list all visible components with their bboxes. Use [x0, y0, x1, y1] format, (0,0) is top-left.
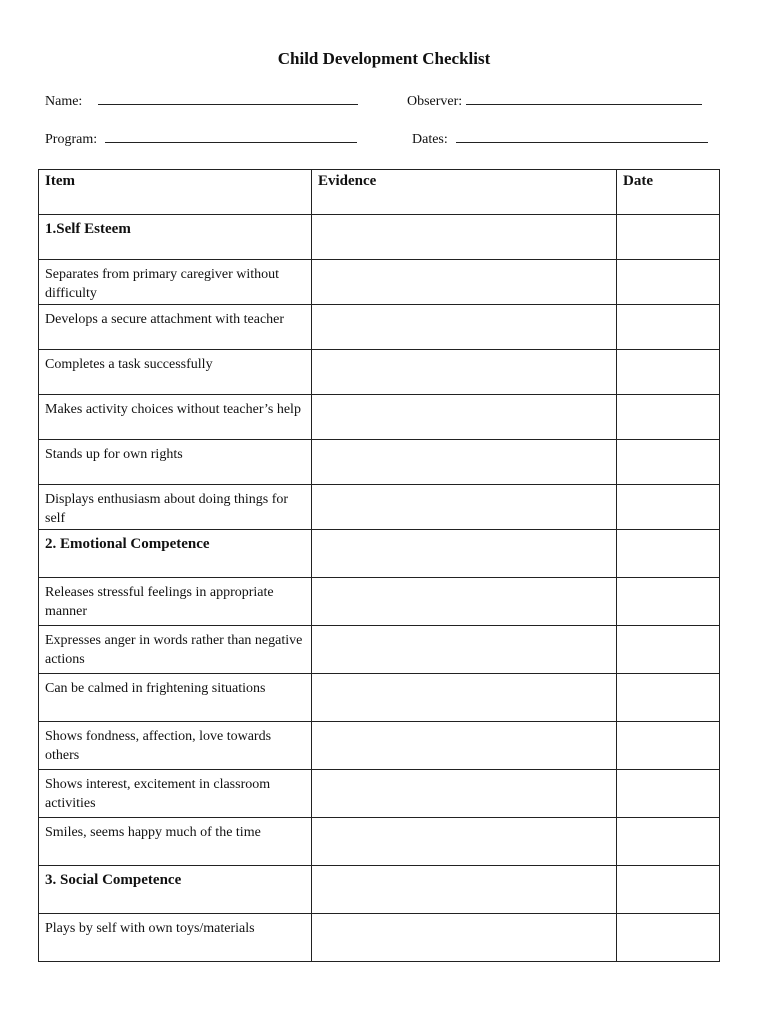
- table-row: [39, 440, 720, 485]
- evidence-cell[interactable]: [312, 395, 617, 440]
- date-cell[interactable]: [617, 914, 720, 962]
- evidence-cell[interactable]: [312, 626, 617, 674]
- item-cell: Completes a task successfully: [39, 350, 312, 395]
- item-cell: Shows fondness, affection, love towards others: [39, 722, 312, 770]
- observer-line[interactable]: [466, 92, 702, 105]
- evidence-cell[interactable]: [312, 530, 617, 578]
- item-cell: Releases stressful feelings in appropriate manner: [39, 578, 312, 626]
- section-heading: 2. Emotional Competence: [39, 530, 312, 578]
- date-cell[interactable]: [617, 440, 720, 485]
- checklist-table: [38, 169, 720, 962]
- section-row: [39, 530, 720, 578]
- header-item: Item: [39, 170, 312, 215]
- table-row: [39, 914, 720, 962]
- date-cell[interactable]: [617, 485, 720, 530]
- date-cell[interactable]: [617, 530, 720, 578]
- item-cell: Displays enthusiasm about doing things for self: [39, 485, 312, 530]
- section-row: [39, 866, 720, 914]
- item-cell: Smiles, seems happy much of the time: [39, 818, 312, 866]
- name-observer-row: [0, 92, 768, 112]
- item-cell: Separates from primary caregiver without difficulty: [39, 260, 312, 305]
- evidence-cell[interactable]: [312, 674, 617, 722]
- name-field[interactable]: [45, 92, 358, 110]
- item-cell: Stands up for own rights: [39, 440, 312, 485]
- section-heading: 3. Social Competence: [39, 866, 312, 914]
- name-line[interactable]: [98, 92, 358, 105]
- name-label: Name:: [45, 94, 83, 109]
- date-cell[interactable]: [617, 818, 720, 866]
- date-cell[interactable]: [617, 578, 720, 626]
- dates-label: Dates:: [412, 132, 448, 147]
- evidence-cell[interactable]: [312, 215, 617, 260]
- table-row: [39, 626, 720, 674]
- date-cell[interactable]: [617, 260, 720, 305]
- table-row: [39, 260, 720, 305]
- item-cell: Expresses anger in words rather than negative actions: [39, 626, 312, 674]
- evidence-cell[interactable]: [312, 485, 617, 530]
- header-date: Date: [617, 170, 720, 215]
- table-row: [39, 770, 720, 818]
- date-cell[interactable]: [617, 350, 720, 395]
- evidence-cell[interactable]: [312, 914, 617, 962]
- date-cell[interactable]: [617, 866, 720, 914]
- table-row: [39, 674, 720, 722]
- item-cell: Shows interest, excitement in classroom activities: [39, 770, 312, 818]
- section-heading: 1.Self Esteem: [39, 215, 312, 260]
- table-row: [39, 818, 720, 866]
- observer-label: Observer:: [407, 94, 463, 109]
- item-cell: Can be calmed in frightening situations: [39, 674, 312, 722]
- date-cell[interactable]: [617, 215, 720, 260]
- date-cell[interactable]: [617, 770, 720, 818]
- program-dates-row: [0, 130, 768, 150]
- program-line[interactable]: [105, 130, 357, 143]
- item-cell: Makes activity choices without teacher’s help: [39, 395, 312, 440]
- section-row: [39, 215, 720, 260]
- evidence-cell[interactable]: [312, 578, 617, 626]
- evidence-cell[interactable]: [312, 260, 617, 305]
- item-cell: Develops a secure attachment with teacher: [39, 305, 312, 350]
- page-title: Child Development Checklist: [277, 49, 491, 68]
- observer-field[interactable]: [407, 92, 702, 110]
- evidence-cell[interactable]: [312, 866, 617, 914]
- evidence-cell[interactable]: [312, 818, 617, 866]
- date-cell[interactable]: [617, 305, 720, 350]
- evidence-cell[interactable]: [312, 440, 617, 485]
- table-row: [39, 722, 720, 770]
- evidence-cell[interactable]: [312, 722, 617, 770]
- date-cell[interactable]: [617, 626, 720, 674]
- evidence-cell[interactable]: [312, 350, 617, 395]
- table-row: [39, 485, 720, 530]
- table-row: [39, 578, 720, 626]
- table-row: [39, 395, 720, 440]
- item-cell: Plays by self with own toys/materials: [39, 914, 312, 962]
- evidence-cell[interactable]: [312, 305, 617, 350]
- date-cell[interactable]: [617, 395, 720, 440]
- header-evidence: Evidence: [312, 170, 617, 215]
- table-row: [39, 305, 720, 350]
- date-cell[interactable]: [617, 722, 720, 770]
- dates-line[interactable]: [456, 130, 708, 143]
- program-label: Program:: [45, 132, 98, 147]
- program-field[interactable]: [45, 130, 357, 148]
- evidence-cell[interactable]: [312, 770, 617, 818]
- dates-field[interactable]: [412, 130, 708, 148]
- date-cell[interactable]: [617, 674, 720, 722]
- table-header-row: [39, 170, 720, 215]
- table-row: [39, 350, 720, 395]
